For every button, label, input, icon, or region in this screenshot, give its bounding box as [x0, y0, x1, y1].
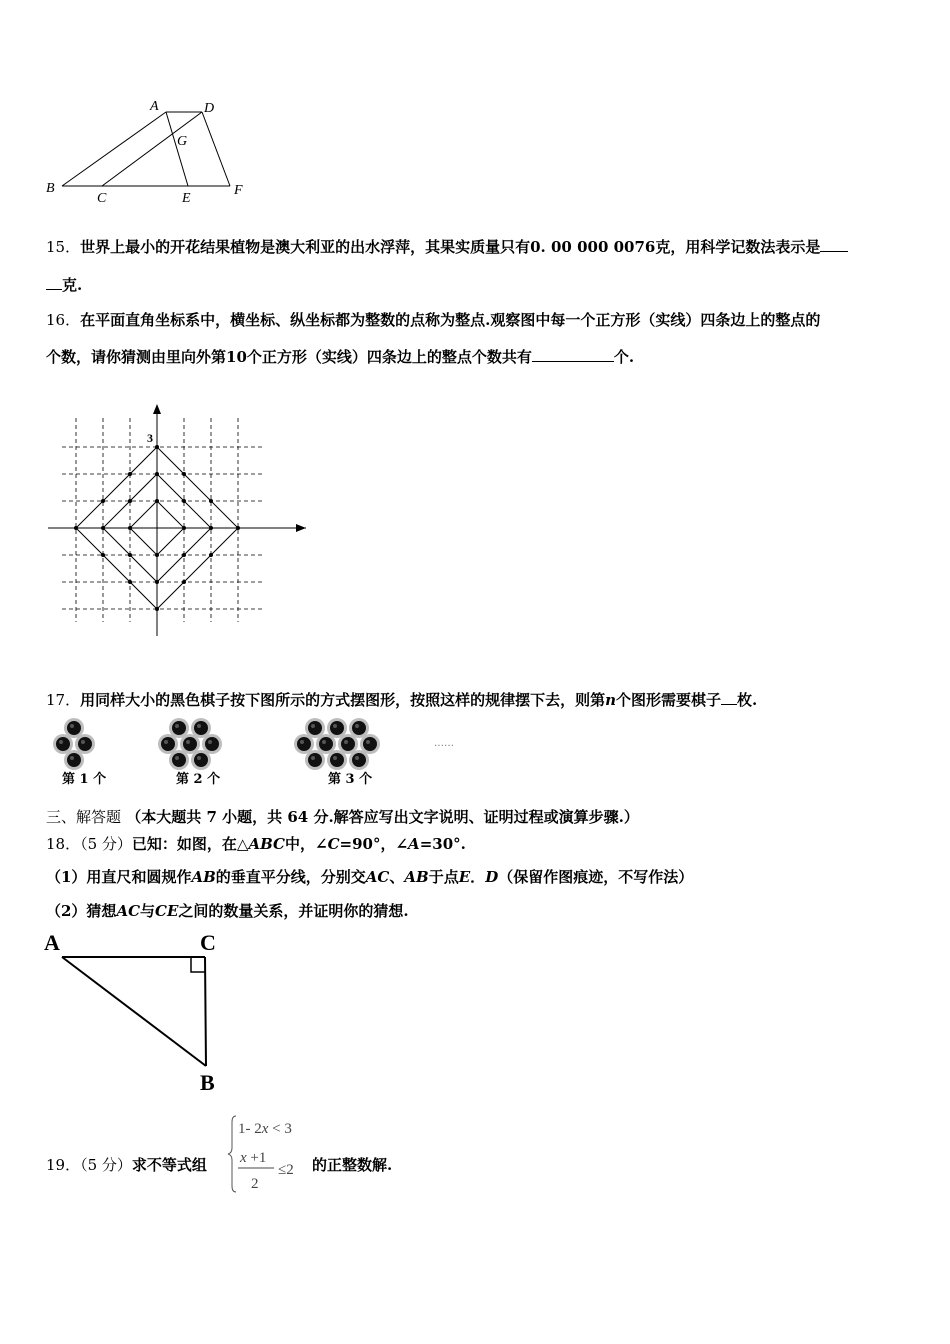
- frac-den: 2: [251, 1176, 259, 1192]
- lattice-point: [182, 499, 186, 503]
- q17-caption-3: 第 3 个: [328, 772, 373, 787]
- label-F: F: [234, 183, 243, 198]
- q17-number: 17．: [46, 691, 81, 709]
- lattice-point: [155, 607, 159, 611]
- lattice-point: [155, 472, 159, 476]
- q19-score: （5 分）: [80, 1156, 132, 1174]
- lattice-point: [101, 499, 105, 503]
- q18-triangle-figure: [40, 926, 230, 1098]
- lattice-point: [155, 499, 159, 503]
- q15-value: 0. 00 000 0076: [530, 238, 656, 256]
- lattice-point: [209, 553, 213, 557]
- q16-line2: [46, 346, 634, 367]
- q16-grid-figure: [44, 400, 314, 640]
- q19-inequality-system: [226, 1112, 310, 1196]
- q17-caption-1: 第 1 个: [62, 772, 107, 787]
- section3-header: [46, 806, 639, 827]
- q18-abc: ABC: [248, 835, 285, 853]
- lattice-point: [74, 526, 78, 530]
- q18-part2-a: （2）猜想: [46, 902, 117, 920]
- q17-line: [46, 689, 757, 710]
- q15-text-a: 世界上最小的开花结果植物是澳大利亚的出水浮萍，其果实质量只有: [80, 238, 531, 256]
- lattice-point: [236, 526, 240, 530]
- q16-text-2b: 个正方形（实线）四条边上的整点个数共有: [246, 348, 532, 366]
- lattice-point: [155, 445, 159, 449]
- axis-label-3: 3: [147, 431, 153, 445]
- lattice-point: [155, 580, 159, 584]
- q18-part1-ab2: AB: [404, 868, 429, 886]
- q14-figure: [40, 96, 260, 212]
- q16-line1: [46, 309, 820, 330]
- q19-text-b: 的正整数解.: [312, 1156, 393, 1174]
- q18-part1-a: （1）用直尺和圆规作: [46, 868, 192, 886]
- q18-c: C: [327, 835, 340, 853]
- tri-label-C: C: [200, 930, 216, 955]
- lattice-point: [128, 580, 132, 584]
- q18-part2-ac: AC: [116, 902, 141, 920]
- tri-label-A: A: [44, 930, 60, 955]
- q16-text-2c: 个.: [613, 348, 635, 366]
- label-G: G: [177, 134, 188, 149]
- q18-number: 18．: [46, 835, 81, 853]
- go-stone: [191, 750, 211, 770]
- q15-line1: [46, 236, 848, 257]
- q18-text-b: 中，∠: [285, 835, 328, 853]
- tri-label-B: B: [200, 1070, 215, 1095]
- lattice-point: [182, 580, 186, 584]
- q18-text-a: 已知：如图，在△: [131, 835, 249, 853]
- q15-number: 15．: [46, 238, 81, 256]
- q15-line2: [46, 274, 82, 295]
- q17-text-c: 枚.: [737, 691, 758, 709]
- lattice-point: [209, 499, 213, 503]
- section3-title: 三、解答题: [46, 808, 122, 826]
- q16-text-1: 在平面直角坐标系中，横坐标、纵坐标都为整数的点称为整点.观察图中每一个正方形（实线）四条边上的整点的: [80, 311, 821, 329]
- q16-n: 10: [226, 348, 247, 366]
- q19-number: 19．: [46, 1156, 81, 1174]
- q18-part2-c: 之间的数量关系，并证明你的猜想.: [178, 902, 409, 920]
- frac-num-x: x: [240, 1150, 247, 1166]
- q17-ellipsis: ……: [434, 738, 454, 749]
- go-stone: [169, 750, 189, 770]
- q18-a: A: [408, 835, 420, 853]
- q15-text-b: 克，用科学记数法表示是: [655, 238, 821, 256]
- q18-part1-sep: 、: [389, 868, 405, 886]
- q18-part1: [46, 866, 693, 887]
- q18-score: （5 分）: [80, 835, 132, 853]
- q18-part1-e: E: [458, 868, 471, 886]
- q16-answer-blank[interactable]: [532, 347, 614, 362]
- q19-line: [46, 1154, 207, 1175]
- q15-answer-blank-cont[interactable]: [46, 275, 62, 290]
- go-stone: [64, 750, 84, 770]
- lattice-point: [128, 499, 132, 503]
- lattice-point: [101, 526, 105, 530]
- q18-part2-ce: CE: [155, 902, 179, 920]
- q19-line-end: [312, 1154, 392, 1175]
- label-A: A: [150, 99, 159, 114]
- label-C: C: [97, 191, 107, 206]
- q17-text-a: 用同样大小的黑色棋子按下图所示的方式摆图形，按照这样的规律摆下去，则第: [80, 691, 606, 709]
- lattice-point: [155, 553, 159, 557]
- svg-text:1- 2x < 3: [238, 1121, 292, 1137]
- go-stone: [349, 750, 369, 770]
- section3-note: （本大题共 7 小题，共 64 分.解答应写出文字说明、证明过程或演算步骤.）: [126, 808, 639, 826]
- lattice-point: [128, 526, 132, 530]
- q18-text-c: =90°，∠: [339, 835, 409, 853]
- q18-text-d: =30°.: [419, 835, 466, 853]
- ineq1-b: < 3: [268, 1121, 292, 1137]
- label-D: D: [204, 101, 215, 116]
- q18-line: [46, 833, 466, 854]
- lattice-point: [101, 553, 105, 557]
- q18-part1-b: 的垂直平分线，分别交: [215, 868, 366, 886]
- lattice-point: [128, 472, 132, 476]
- go-stone: [305, 750, 325, 770]
- q16-text-2a: 个数，请你猜测由里向外第: [46, 348, 227, 366]
- go-stone: [327, 750, 347, 770]
- ineq1-x: x: [261, 1121, 269, 1137]
- lattice-point: [182, 553, 186, 557]
- q17-stones-figure: [46, 712, 466, 786]
- q17-answer-blank[interactable]: [721, 690, 737, 705]
- q15-answer-blank[interactable]: [820, 237, 848, 252]
- leq: ≤2: [278, 1162, 294, 1178]
- q17-n: n: [605, 691, 617, 709]
- ineq1-a: 1- 2: [238, 1121, 262, 1137]
- q18-part1-note: （保留作图痕迹，不写作法）: [498, 868, 694, 886]
- q18-part1-ab: AB: [191, 868, 216, 886]
- lattice-point: [182, 472, 186, 476]
- frac-num-b: +1: [246, 1150, 267, 1166]
- q18-part2-b: 与: [140, 902, 156, 920]
- label-B: B: [46, 181, 55, 196]
- q18-part1-dsep: ．: [470, 868, 486, 886]
- q18-part1-ac: AC: [365, 868, 390, 886]
- svg-text:x +1: [239, 1150, 266, 1166]
- q17-caption-2: 第 2 个: [176, 772, 221, 787]
- q19-text-a: 求不等式组: [131, 1156, 207, 1174]
- lattice-point: [182, 526, 186, 530]
- lattice-point: [128, 553, 132, 557]
- q15-text-c: 克.: [62, 276, 83, 294]
- lattice-point: [209, 526, 213, 530]
- label-E: E: [182, 191, 191, 206]
- q18-part1-d: D: [485, 868, 499, 886]
- q16-number: 16．: [46, 311, 81, 329]
- q18-part1-c: 于点: [428, 868, 459, 886]
- q17-text-b: 个图形需要棋子: [616, 691, 722, 709]
- q18-part2: [46, 900, 409, 921]
